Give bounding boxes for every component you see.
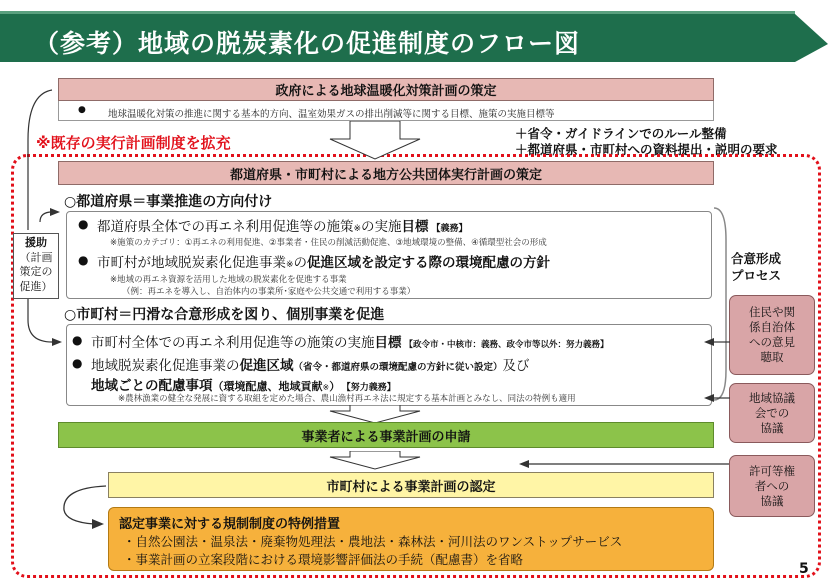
municipality-item1-bold: 目標 xyxy=(374,335,402,351)
local-plan-label: 都道府県・市町村による地方公共団体実行計画の策定 xyxy=(229,167,542,183)
note-request: ＋都道府県・市町村への資料提出・説明の要求 xyxy=(515,142,778,157)
prefecture-item1-note: ※施策のカテゴリ：①再エネの利用促進、②事業者・住民の削減活動促進、③地域環境の整備、④循環型社会の形成 xyxy=(110,238,547,248)
page-number: 5 xyxy=(799,561,809,577)
curved-arrow xyxy=(50,480,110,540)
business-plan-label: 事業者による事業計画の申請 xyxy=(301,429,471,445)
side-box-line: 係自治体 xyxy=(749,320,795,334)
prefecture-heading: ○都道府県＝事業推進の方向付け xyxy=(64,194,273,210)
obligation-tag: 【義務】 xyxy=(431,224,468,234)
support-arrows xyxy=(0,80,70,370)
business-plan-box xyxy=(58,422,714,448)
down-arrow-icon xyxy=(320,451,430,471)
down-arrow-icon xyxy=(320,121,430,161)
support-line4: 促進） xyxy=(19,279,53,293)
prefecture-item2-text-b: の xyxy=(293,255,308,271)
mark: ※ xyxy=(322,383,330,392)
bullet-icon: ● xyxy=(78,217,89,231)
special-measures-item1: ・自然公園法・温泉法・廃棄物処理法・農地法・森林法・河川法のワンストップサービス xyxy=(123,534,623,549)
side-box-line: 地域協議 xyxy=(749,390,795,405)
prefecture-item2-note1: ※地域の再エネ資源を活用した地域の脱炭素化を促進する事業 xyxy=(110,275,347,285)
gov-plan-box xyxy=(58,78,714,101)
prefecture-item2 xyxy=(97,251,550,271)
municipality-item2 xyxy=(91,354,530,374)
municipality-item1-text: 市町村全体での再エネ利用促進等の施策の実施 xyxy=(91,335,375,351)
side-box-line: 者への xyxy=(754,478,790,493)
side-box-line: 協議 xyxy=(760,420,784,435)
prefecture-item2-text: 市町村が地域脱炭素化促進事業 xyxy=(97,255,286,271)
side-box-permit xyxy=(729,455,815,517)
bullet-icon: ● xyxy=(72,333,83,347)
municipality-item2-line2-paren: （環境配慮、地域貢献 xyxy=(212,380,323,393)
mark: ※ xyxy=(353,224,362,234)
side-box-council xyxy=(729,383,815,443)
obligation-tag: 【努力義務】 xyxy=(346,383,396,393)
side-box-line: 許可等権 xyxy=(749,463,795,478)
support-box xyxy=(13,233,59,299)
special-measures-title: 認定事業に対する規制制度の特例措置 xyxy=(119,517,341,532)
mark: ※ xyxy=(286,260,294,270)
municipality-item2-line2 xyxy=(91,374,396,394)
consensus-line2: プロセス xyxy=(731,268,782,283)
support-line2: （計画 xyxy=(19,250,53,264)
municipality-item1 xyxy=(91,331,609,351)
consensus-line1: 合意形成 xyxy=(731,251,782,266)
prefecture-item2-bold: 促進区域を設定する際の環境配慮の方針 xyxy=(307,255,551,271)
prefecture-item1 xyxy=(97,215,468,235)
side-box-line: 住民や関 xyxy=(749,305,795,319)
prefecture-item1-bold: 目標 xyxy=(401,219,429,235)
existing-plan-note: ※既存の実行計画制度を拡充 xyxy=(36,134,231,152)
obligation-tag: 【政令市・中核市：義務、政令市等以外：努力義務】 xyxy=(404,340,609,350)
side-box-line: 会での xyxy=(754,405,790,420)
local-plan-box xyxy=(58,161,714,185)
note-rules: ＋省令・ガイドラインでのルール整備 xyxy=(515,126,727,141)
municipality-item2-bold: 促進区域 xyxy=(239,358,294,374)
municipality-item2-text: 地域脱炭素化促進事業の xyxy=(91,358,240,374)
gov-plan-bullet: 地球温暖化対策の推進に関する基本的方向、温室効果ガスの排出削減等に関する目標、施策の実施目標等 xyxy=(108,109,555,120)
certification-label: 市町村による事業計画の認定 xyxy=(326,479,496,495)
page-title: （参考）地域の脱炭素化の促進制度のフロー図 xyxy=(34,29,581,58)
bullet-icon: ● xyxy=(78,105,86,115)
bullet-icon: ● xyxy=(72,356,83,370)
side-box-line: 協議 xyxy=(760,493,784,508)
side-box-hearing xyxy=(729,295,815,375)
bullet-icon: ● xyxy=(78,253,89,267)
municipality-item2-note: ※農林漁業の健全な発展に資する取組を定めた場合、農山漁村再エネ法に規定する基本計画とみなし、同法の特例も適用 xyxy=(118,394,576,404)
municipality-item2-end: 及び xyxy=(502,358,530,374)
gov-plan-label: 政府による地球温暖化対策計画の策定 xyxy=(275,84,497,99)
side-box-line: への意見 xyxy=(749,335,795,349)
municipality-item2-line2-bold: 地域ごとの配慮事項 xyxy=(91,378,213,394)
prefecture-item1-text-b: の実施 xyxy=(361,219,402,235)
municipality-heading: ○市町村＝円滑な合意形成を図り、個別事業を促進 xyxy=(64,307,385,323)
certification-box xyxy=(108,472,714,498)
side-box-line: 聴取 xyxy=(760,350,784,364)
support-line3: 策定の xyxy=(19,265,53,278)
special-measures-box xyxy=(108,507,714,571)
consensus-label xyxy=(731,250,781,284)
municipality-item2-paren: （省令・都道府県の環境配慮の方針に従い設定） xyxy=(293,362,503,373)
prefecture-item2-note2: （例：再エネを導入し、自治体内の事業所･家庭や公共交通で利用する事業） xyxy=(122,287,416,297)
prefecture-item1-text: 都道府県全体での再エネ利用促進等の施策 xyxy=(97,219,354,235)
municipality-item2-line2-close: ） xyxy=(329,380,341,393)
support-line1: 援助 xyxy=(25,236,47,249)
special-measures-item2: ・事業計画の立案段階における環境影響評価法の手続（配慮書）を省略 xyxy=(123,552,524,567)
